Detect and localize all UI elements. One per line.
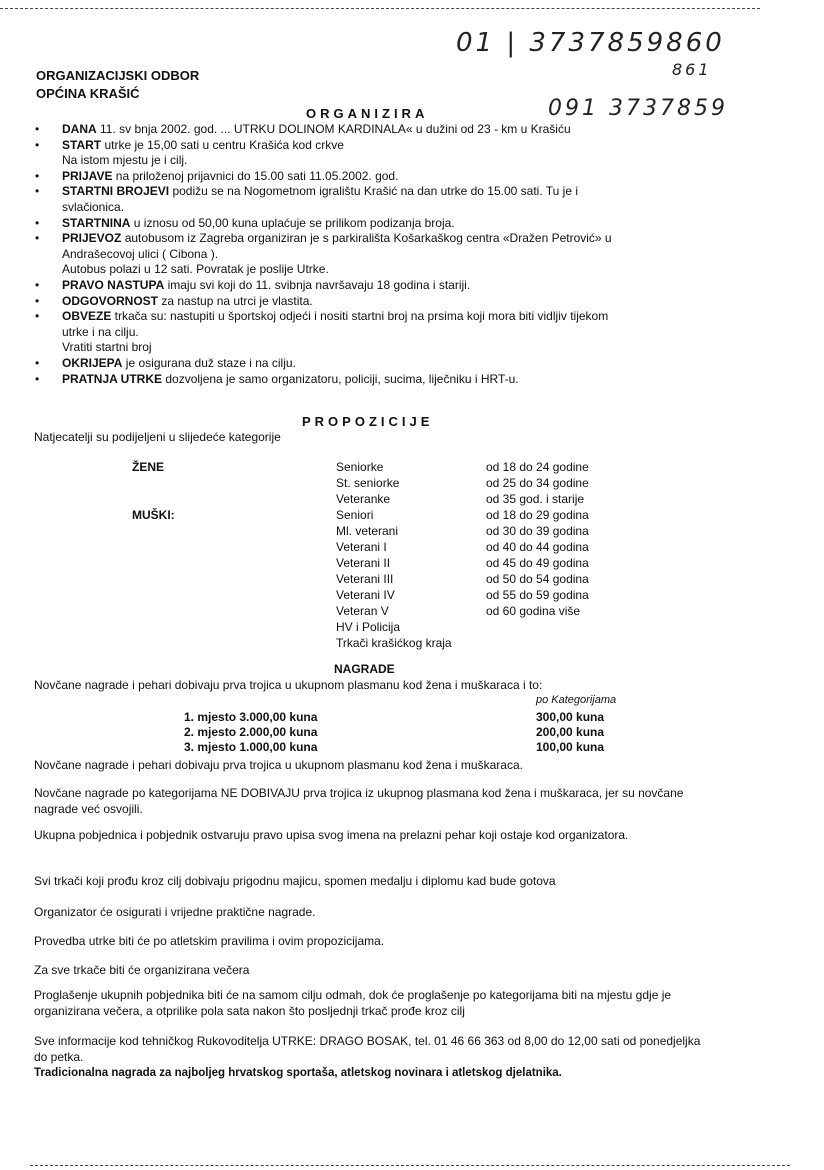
organizira-item	[62, 356, 296, 372]
category-name: Veterani IV	[336, 588, 395, 602]
organizira-item-label: PRIJEVOZ	[62, 231, 122, 246]
rules-paragraph: Ukupna pobjednica i pobjednik ostvaruju pravo upisa svog imena na prelazni pehar koji ostaje kod organizatora.	[34, 828, 629, 842]
organizira-item	[62, 122, 571, 138]
category-age-range: od 35 god. i starije	[486, 492, 585, 506]
category-name: Veterani III	[336, 572, 394, 586]
bullet-marker: •	[35, 293, 40, 308]
handwritten-phone-1-suffix: 861	[672, 60, 712, 79]
organizira-item-continuation: utrke i na cilju.	[62, 324, 139, 339]
category-name: Veteran V	[336, 604, 389, 618]
organizira-item-text: trkača su: nastupiti u športskoj odjeći i nositi startni broj na prsima koji mora biti vidljiv tijekom	[111, 309, 609, 324]
prize-overall: 2. mjesto 2.000,00 kuna	[184, 725, 318, 739]
rules-paragraph: Svi trkači koji prođu kroz cilj dobivaju prigodnu majicu, spomen medalju i diplomu kad bude gotova	[34, 874, 556, 888]
bullet-marker: •	[35, 309, 40, 324]
organizira-item-label: DANA	[62, 122, 97, 136]
category-age-range: od 18 do 29 godina	[486, 508, 589, 522]
nagrade-after: Novčane nagrade i pehari dobivaju prva trojica u ukupnom plasmanu kod žena i muškaraca.	[34, 758, 523, 772]
organizira-item-label: OKRIJEPA	[62, 356, 123, 370]
organizira-item-label: PRIJAVE	[62, 168, 113, 183]
organizira-item-text: na priloženoj prijavnici do 15.00 sati 11.05.2002. god.	[112, 168, 399, 183]
category-name: Seniorke	[336, 460, 384, 474]
category-name: Veterani I	[336, 540, 387, 554]
category-age-range: od 25 do 34 godine	[486, 476, 589, 490]
organizira-item	[62, 216, 455, 232]
organizira-item	[62, 372, 519, 388]
category-age-range: od 18 do 24 godine	[486, 460, 589, 474]
category-age-range: od 55 do 59 godina	[486, 588, 589, 602]
category-name: HV i Policija	[336, 620, 401, 634]
prize-category: 100,00 kuna	[536, 740, 605, 754]
organizira-item	[62, 138, 344, 154]
organizira-item	[62, 278, 470, 294]
organizira-item	[62, 169, 398, 185]
prize-overall: 1. mjesto 3.000,00 kuna	[184, 710, 318, 724]
organizira-item-continuation: Na istom mjestu je i cilj.	[62, 153, 188, 168]
category-age-range: od 30 do 39 godina	[486, 524, 589, 538]
rules-paragraph: Proglašenje ukupnih pobjednika biti će na samom cilju odmah, dok će proglašenje po kategorijama biti na mjestu gdje je organizirana večera, a otprilike pola sata nakon što posljednji trkač prođe kroz cilj	[34, 988, 672, 1018]
organizira-item-text: autobusom iz Zagreba organiziran je s parkirališta Košarkaškog centra «Dražen Petrović» u	[121, 231, 612, 246]
category-group-name: ŽENE	[132, 460, 165, 474]
bullet-marker: •	[35, 122, 40, 136]
prize-category: 200,00 kuna	[536, 725, 605, 739]
organizira-item-label: OBVEZE	[62, 309, 112, 324]
organizira-item-continuation: Autobus polazi u 12 sati. Povratak je poslije Utrke.	[62, 262, 329, 277]
footer-bold-note: Tradicionalna nagrada za najboljeg hrvatskog sportaša, atletskog novinara i atletskog djelatnika.	[34, 1067, 562, 1079]
organizira-item-label: PRAVO NASTUPA	[62, 278, 165, 292]
bullet-marker: •	[35, 278, 40, 292]
organizira-item-text: je osigurana duž staze i na cilju.	[122, 356, 296, 370]
organizira-item	[62, 184, 578, 200]
organizira-item-text: utrke je 15,00 sati u centru Krašića kod crkve	[101, 137, 344, 152]
scan-edge-top	[0, 8, 760, 9]
prize-column-note: po Kategorijama	[536, 694, 617, 706]
rules-paragraph: Provedba utrke biti će po atletskim pravilima i ovim propozicijama.	[34, 934, 385, 948]
bullet-marker: •	[35, 231, 40, 246]
category-age-range: od 50 do 54 godina	[486, 572, 589, 586]
propozicije-heading: PROPOZICIJE	[302, 414, 434, 429]
rules-paragraph: Novčane nagrade po kategorijama NE DOBIVAJU prva trojica iz ukupnog plasmana kod žena i muškaraca, jer su novčane nagrade već osvojili.	[34, 786, 684, 816]
organizira-item-text: podižu se na Nogometnom igralištu Krašić na dan utrke do 15.00 sati. Tu je i	[169, 184, 579, 199]
organizira-item-label: STARTNINA	[62, 215, 131, 230]
prize-overall: 3. mjesto 1.000,00 kuna	[184, 740, 318, 754]
category-age-range: od 60 godina više	[486, 604, 581, 618]
propozicije-intro: Natjecatelji su podijeljeni u slijedeće kategorije	[34, 430, 281, 444]
bullet-marker: •	[35, 137, 40, 152]
organizira-item-text: dozvoljena je samo organizatoru, policiji, sucima, liječniku i HRT-u.	[162, 371, 519, 386]
category-group-name: MUŠKI:	[132, 508, 175, 522]
organizira-item-continuation: Vratiti startni broj	[62, 340, 152, 355]
organizira-item-label: START	[62, 137, 102, 152]
category-age-range: od 45 do 49 godina	[486, 556, 589, 570]
handwritten-phone-1: 01 | 3737859860	[456, 28, 725, 58]
organizira-item	[62, 294, 313, 310]
bullet-marker: •	[35, 215, 40, 230]
organizer-line-1: ORGANIZACIJSKI ODBOR	[36, 68, 200, 83]
nagrade-intro: Novčane nagrade i pehari dobivaju prva trojica u ukupnom plasmanu kod žena i muškaraca i to:	[34, 678, 543, 692]
organizira-item-text: 11. sv bnja 2002. god. ... UTRKU DOLINOM KARDINALA« u dužini od 23 - km u Krašiću	[96, 122, 571, 136]
rules-paragraph: Sve informacije kod tehničkog Rukovoditelja UTRKE: DRAGO BOSAK, tel. 01 46 66 363 od 8,00 do 12,00 sati od ponedjeljka do petka.	[34, 1034, 701, 1064]
category-name: Veteranke	[336, 492, 391, 506]
organizira-item-continuation: Andrašecovoj ulici ( Cibona ).	[62, 246, 219, 261]
category-name: Trkači krašićkog kraja	[336, 636, 452, 650]
organizira-item-label: PRATNJA UTRKE	[62, 371, 163, 386]
organizira-item-text: imaju svi koji do 11. svibnja navršavaju 18 godina i stariji.	[164, 278, 471, 292]
organizira-item-label: STARTNI BROJEVI	[62, 184, 170, 199]
prize-category: 300,00 kuna	[536, 710, 605, 724]
bullet-marker: •	[35, 356, 40, 370]
category-name: Seniori	[336, 508, 374, 522]
handwritten-phone-2: 091 3737859	[548, 96, 728, 121]
organizira-item-label: ODGOVORNOST	[62, 293, 159, 308]
organizira-item	[62, 309, 608, 325]
category-age-range: od 40 do 44 godina	[486, 540, 589, 554]
category-name: Ml. veterani	[336, 524, 399, 538]
bullet-marker: •	[35, 184, 40, 199]
bullet-marker: •	[35, 168, 40, 183]
organizira-item	[62, 231, 612, 247]
category-name: St. seniorke	[336, 476, 400, 490]
rules-paragraph: Za sve trkače biti će organizirana večera	[34, 963, 250, 977]
scan-edge-bottom	[30, 1165, 790, 1166]
category-name: Veterani II	[336, 556, 391, 570]
organizer-line-2: OPĆINA KRAŠIĆ	[36, 86, 140, 101]
nagrade-heading: NAGRADE	[334, 662, 395, 676]
rules-paragraph: Organizator će osigurati i vrijedne praktične nagrade.	[34, 905, 316, 919]
bullet-marker: •	[35, 371, 40, 386]
organizira-heading: ORGANIZIRA	[306, 106, 429, 121]
organizira-item-continuation: svlačionica.	[62, 200, 125, 214]
organizira-item-text: u iznosu od 50,00 kuna uplaćuje se prilikom podizanja broja.	[130, 215, 455, 230]
organizira-item-text: za nastup na utrci je vlastita.	[158, 293, 313, 308]
